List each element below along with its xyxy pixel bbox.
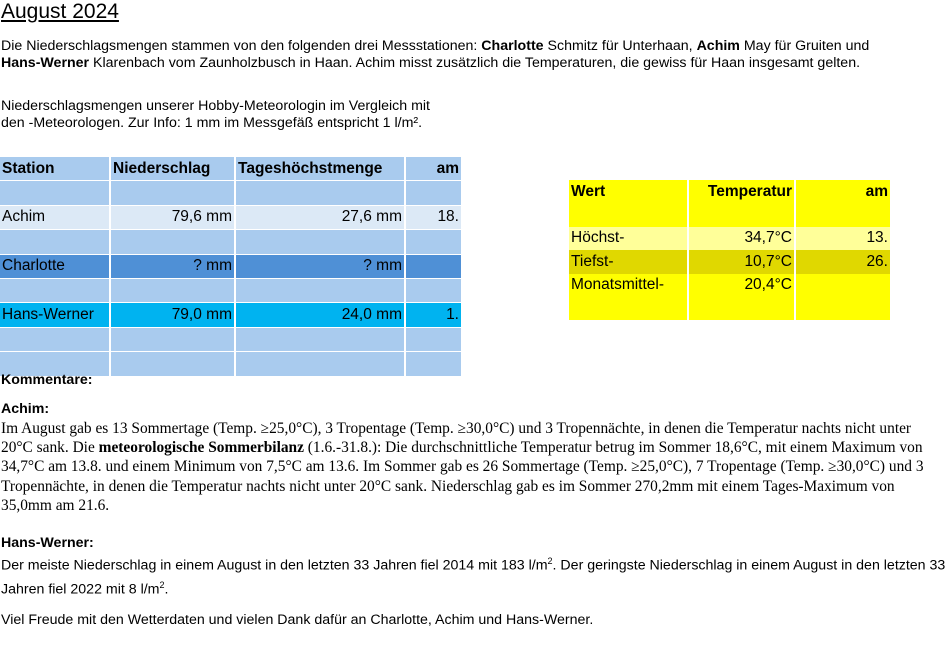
table-row-achim bbox=[0, 205, 462, 229]
spacer-row bbox=[569, 297, 891, 320]
intro-text: Die Niederschlagsmengen stammen von den folgenden drei Messstationen: bbox=[1, 38, 482, 54]
cell-station: Achim bbox=[0, 205, 110, 229]
superscript: 2 bbox=[547, 556, 553, 566]
comment-author-achim: Achim: bbox=[1, 401, 50, 417]
cell-station: Hans-Werner bbox=[0, 303, 110, 327]
cell-max: ? mm bbox=[235, 254, 405, 278]
cell-niederschlag: 79,6 mm bbox=[110, 205, 235, 229]
cell-niederschlag: 79,0 mm bbox=[110, 303, 235, 327]
intro-name-charlotte: Charlotte bbox=[481, 38, 544, 54]
comment-text: . bbox=[164, 581, 169, 598]
cell-niederschlag: ? mm bbox=[110, 254, 235, 278]
header-temperatur: Temperatur bbox=[688, 180, 795, 203]
intro-paragraph bbox=[1, 38, 901, 72]
comment-text: . Der geringste Niederschlag in einem August in den letzten 33 Jahren fiel 2022 mit 8 l/m bbox=[1, 557, 946, 598]
superscript: 2 bbox=[159, 579, 165, 590]
cell-temperatur: 34,7°C bbox=[688, 227, 795, 250]
intro-name-hans-werner: Hans-Werner bbox=[1, 55, 90, 71]
spacer-row bbox=[0, 278, 462, 302]
spacer-row bbox=[0, 327, 462, 351]
comment-text: (1.6.-31.8.): Die durchschnittliche Temperatur betrug im Sommer 18,6°C, mit einem Maximum von 34,7°C am 13.8. und einem Minimum von 7,5°C am 13.6. Im Sommer gab es 26 Sommertage (Temp. ≥25,0°C), 7 Tropentage (Temp. ≥30,0°C) und 3 Tropennächte, in denen die Temperatur nachts nicht unter 20°C sank. Niederschlag gab es im Sommer 270,2mm mit einem Tages-Maximum von 35,0mm am 21.6. bbox=[1, 439, 924, 514]
table-row-hoechst bbox=[569, 227, 891, 250]
comment-text: Der meiste Niederschlag in einem August in den letzten 33 Jahren fiel 2014 mit 183 l/m bbox=[1, 557, 548, 574]
intro-name-achim: Achim bbox=[696, 38, 740, 54]
spacer-row bbox=[0, 230, 462, 254]
cell-am bbox=[795, 274, 891, 297]
table-header-row bbox=[569, 180, 891, 203]
closing-text: Viel Freude mit den Wetterdaten und vielen Dank dafür an Charlotte, Achim und Hans-Werner. bbox=[1, 612, 594, 628]
cell-wert: Tiefst- bbox=[569, 250, 688, 273]
cell-station: Charlotte bbox=[0, 254, 110, 278]
station-table bbox=[0, 157, 463, 377]
intro-info-line: Niederschlagsmengen unserer Hobby-Meteorologin im Vergleich mit bbox=[1, 98, 430, 114]
header-station: Station bbox=[0, 157, 110, 181]
intro-info-line: den -Meteorologen. Zur Info: 1 mm im Messgefäß entspricht 1 l/m². bbox=[1, 115, 423, 131]
header-niederschlag: Niederschlag bbox=[110, 157, 235, 181]
header-wert: Wert bbox=[569, 180, 688, 203]
table-row-charlotte bbox=[0, 254, 462, 278]
table-header-row bbox=[0, 157, 462, 181]
cell-wert: Monatsmittel- bbox=[569, 274, 688, 297]
cell-am bbox=[405, 254, 462, 278]
comment-text: Im August gab es 13 Sommertage (Temp. ≥25,0°C), 3 Tropentage (Temp. ≥30,0°C) und 3 Tropennächte, in denen die Temperatur nachts nicht unter 20°C sank. Die bbox=[1, 420, 912, 457]
header-tageshoechstmenge: Tageshöchstmenge bbox=[235, 157, 405, 181]
cell-am: 13. bbox=[795, 227, 891, 250]
spacer-row bbox=[0, 181, 462, 205]
comment-text-hans-werner bbox=[1, 552, 946, 599]
header-am: am bbox=[405, 157, 462, 181]
comments-heading: Kommentare: bbox=[1, 372, 93, 388]
header-am: am bbox=[795, 180, 891, 203]
comment-author-hans-werner: Hans-Werner: bbox=[1, 535, 94, 551]
intro-text: Klarenbach vom Zaunholzbusch in Haan. Achim misst zusätzlich die Temperaturen, die gewiss für Haan insgesamt gelten. bbox=[89, 55, 861, 71]
cell-am: 26. bbox=[795, 250, 891, 273]
intro-text: Schmitz für Unterhaan, bbox=[543, 38, 697, 54]
cell-max: 24,0 mm bbox=[235, 303, 405, 327]
cell-am: 18. bbox=[405, 205, 462, 229]
intro-info bbox=[1, 98, 901, 132]
page-title: August 2024 bbox=[1, 0, 119, 23]
cell-max: 27,6 mm bbox=[235, 205, 405, 229]
cell-wert: Höchst- bbox=[569, 227, 688, 250]
comment-emphasis: meteorologische Sommerbilanz bbox=[98, 439, 304, 457]
cell-am: 1. bbox=[405, 303, 462, 327]
temperature-table bbox=[569, 180, 892, 320]
table-row-monatsmittel bbox=[569, 274, 891, 297]
table-row-tiefst bbox=[569, 250, 891, 273]
comment-text-achim bbox=[1, 419, 946, 515]
cell-temperatur: 20,4°C bbox=[688, 274, 795, 297]
intro-text: May für Gruiten und bbox=[739, 38, 870, 54]
cell-temperatur: 10,7°C bbox=[688, 250, 795, 273]
spacer-row bbox=[569, 203, 891, 226]
table-row-hans-werner bbox=[0, 303, 462, 327]
